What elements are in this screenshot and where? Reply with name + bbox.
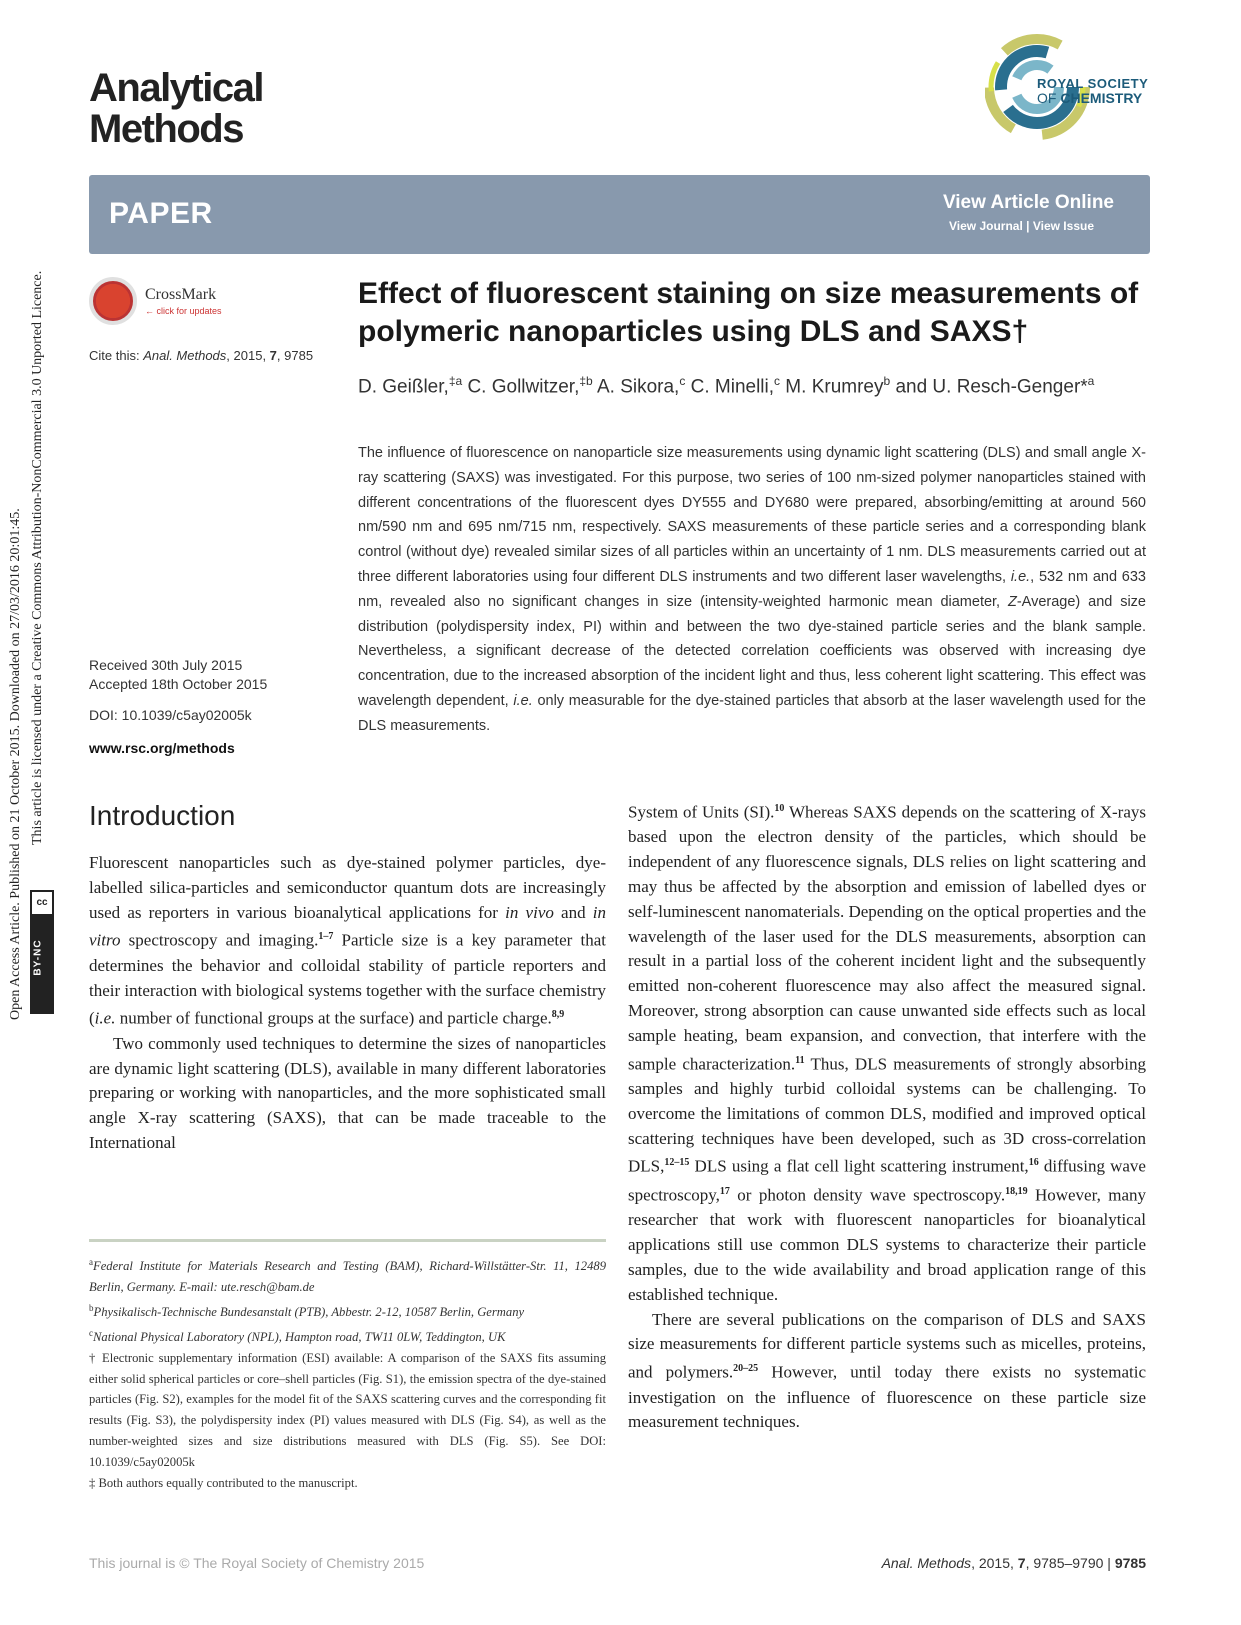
- access-notice: Open Access Article. Published on 21 October 2015. Downloaded on 27/03/2016 20:01:45.: [8, 508, 23, 1020]
- footnote-marker: c: [89, 1327, 93, 1338]
- abstract-text: The influence of fluorescence on nanoparticle size measurements using dynamic light scattering (DLS) and small angle X-ray scattering (SAXS) was investigated. For this purpose, two series of 100 nm-sized polymer nanoparticles stained with different concentrations of the fluorescent dyes DY555 and DY680 were prepared, absorbing/emitting at around 560 nm/590 nm and 695 nm/715 nm, respectively. SAXS measurements of these particle series and a corresponding blank control (without dye) revealed similar sizes of all particles within an uncertainty of 1 nm. DLS measurements carried out at three different laboratories using four different DLS instruments and two different laser wavelengths,: [358, 445, 1146, 585]
- cite-prefix: Cite this:: [89, 348, 144, 363]
- body-text: Whereas SAXS depends on the scattering of X-rays based upon the electron density of the particles, which should be independent of any fluorescence signals, DLS relies on light scattering and may thus be affected by the absorption and emission of labelled dyes or self-luminescent nanomaterials. Depending on the optical properties and the wavelength of the laser used for the DLS measurements, absorption can result in a partial loss of the coherent incident light and the subsequently emitted non-coherent fluorescence may also affect the measured signal. Moreover, strong absorption can cause unwanted side effects such as local sample heating, beam expansion, and convection, that interfere with the sample characterization.: [628, 802, 1147, 1074]
- body-text: number of functional groups at the surface) and particle charge.: [115, 1009, 552, 1029]
- journal-title-line1: Analytical: [89, 66, 263, 110]
- body-text: diffusing wave spectroscopy,: [628, 1157, 1146, 1205]
- footnote-marker: b: [89, 1302, 94, 1313]
- footer-volume: 7: [1017, 1555, 1026, 1571]
- abstract-text: -Average) and size distribution (polydispersity index, PI) within and between the two dye-stained particle series and the blank sample. Nevertheless, a significant decrease of the detected correlation coefficients was observed with increasing dye concentration, due to the increased absorption of the incident light and thus, less coherent light scattering. This effect was wavelength dependent,: [358, 593, 1146, 709]
- side-margin: [8, 190, 60, 1020]
- crossmark-sub-text: click for updates: [156, 306, 222, 316]
- body-text: However, many researcher that work with fluorescent nanoparticles for bioanalytical applications still use common DLS systems to characterize their particle samples, due to the wide availability and broad application range of this established technique.: [628, 1185, 1146, 1304]
- author: C. Minelli,: [685, 376, 775, 398]
- footnote-affiliation-a: [89, 1252, 606, 1298]
- crossmark-sub: ← click for updates: [145, 306, 222, 316]
- doi[interactable]: DOI: 10.1039/c5ay02005k: [89, 707, 252, 723]
- cite-year: , 2015,: [226, 348, 270, 363]
- body-italic: in vitro: [89, 902, 606, 951]
- body-text: spectroscopy and imaging.: [120, 931, 319, 951]
- cc-license-badge[interactable]: [30, 890, 54, 1014]
- abstract: [358, 441, 1146, 739]
- reference-link[interactable]: 8,9: [551, 1009, 565, 1021]
- footnote-esi: † Electronic supplementary information (ESI) available: A comparison of the SAXS fits assuming either solid spherical particles or core–shell particles (Fig. S1), the emission spectra of the dye-stained particles (Fig. S2), examples for the model fit of the SAXS scattering curves and the corresponding fit results (Fig. S3), the polydispersity index (PI) values measured with DLS (Fig. S4), as well as the number-weighted sizes and size distributions measured with DLS (Fig. S5). See DOI: 10.1039/c5ay02005k: [89, 1350, 606, 1469]
- paragraph: [89, 851, 606, 1032]
- reference-link[interactable]: 20–25: [733, 1363, 759, 1375]
- abstract-text: , 532 nm and 633 nm, revealed also no significant changes in size (intensity-weighted harmonic mean diameter,: [358, 568, 1146, 610]
- article-title: Effect of fluorescent staining on size measurements of polymeric nanoparticles using DLS and SAXS†: [358, 277, 1139, 348]
- footnote-text: Federal Institute for Materials Research and Testing (BAM), Richard-Willstätter-Str. 11, 12489 Berlin, Germany. E-mail: ute.resch@bam.de: [89, 1259, 606, 1294]
- author-affiliation: ‡a: [448, 374, 463, 388]
- page-number: 9785: [1114, 1555, 1146, 1571]
- footnote-divider: [89, 1239, 606, 1242]
- author-affiliation: ‡b: [579, 374, 593, 388]
- reference-link[interactable]: 1–7: [318, 931, 334, 943]
- rsc-wordmark: [1037, 77, 1148, 105]
- article-type-label: PAPER: [109, 197, 213, 230]
- body-column-left: [89, 851, 606, 1156]
- rsc-line1: ROYAL SOCIETY: [1037, 76, 1149, 91]
- cite-page: , 9785: [276, 348, 314, 363]
- paragraph: Two commonly used techniques to determine the sizes of nanoparticles are dynamic light scattering (DLS), available in many different laboratories preparing or working with nanoparticles, and the more sophisticated small angle X-ray scattering (SAXS), that can be made traceable to the International: [89, 1033, 606, 1153]
- journal-site-link[interactable]: www.rsc.org/methods: [89, 740, 235, 756]
- footer-copyright: This journal is © The Royal Society of Chemistry 2015: [89, 1555, 425, 1571]
- body-text: Particle size is a key parameter that determines the behavior and colloidal stability of particle reporters and their interaction with biological systems together with the surface chemistry (: [89, 931, 606, 1029]
- author: M. Krumrey: [780, 376, 884, 398]
- footer-citation: [882, 1555, 1146, 1571]
- body-text: However, until today there exists no systematic investigation on the influence of fluorescence on these particle size measurement techniques.: [628, 1362, 1146, 1432]
- footnote-equal-contribution: ‡ Both authors equally contributed to the manuscript.: [89, 1475, 358, 1490]
- body-column-right: [628, 797, 1146, 1435]
- author: C. Gollwitzer,: [462, 376, 580, 398]
- author-list: [358, 369, 1158, 399]
- citation: [89, 348, 313, 363]
- footnote-text: National Physical Laboratory (NPL), Hampton road, TW11 0LW, Teddington, UK: [93, 1329, 506, 1344]
- body-text: Thus, DLS measurements of strongly absorbing samples and highly turbid colloidal systems can be challenging. To overcome the limitations of common DLS, modified and improved optical scattering techniques have been developed, such as 3D cross-correlation DLS,: [628, 1054, 1147, 1177]
- body-text: and: [553, 902, 593, 922]
- received-date: Received 30th July 2015: [89, 657, 243, 673]
- article-type-banner: [89, 175, 1150, 254]
- author-affiliation: c: [679, 374, 686, 388]
- crossmark-button[interactable]: [89, 277, 239, 329]
- body-text: There are several publications on the comparison of DLS and SAXS size measurements for different particle systems such as micelles, proteins, and polymers.: [628, 1309, 1146, 1382]
- author: A. Sikora,: [592, 376, 680, 398]
- footer-journal: Anal. Methods: [881, 1555, 972, 1571]
- crossmark-icon: [89, 277, 137, 325]
- reference-link[interactable]: 11: [795, 1054, 805, 1066]
- author-affiliation: c: [774, 374, 781, 388]
- paragraph: [628, 797, 1146, 1308]
- author: D. Geißler,: [358, 376, 449, 398]
- footnote-affiliation-c: [89, 1323, 606, 1348]
- paragraph: [628, 1308, 1146, 1436]
- article-dates: [89, 656, 267, 694]
- footer-year: , 2015,: [971, 1555, 1018, 1571]
- view-article-online-link[interactable]: View Article Online: [942, 192, 1114, 213]
- body-italic: i.e.: [94, 1009, 116, 1029]
- body-text: or photon density wave spectroscopy.: [729, 1185, 1006, 1205]
- cite-journal: Anal. Methods: [143, 348, 227, 363]
- reference-link[interactable]: 12–15: [664, 1157, 690, 1169]
- author-affiliation: a: [1087, 374, 1095, 388]
- reference-link[interactable]: 18,19: [1005, 1185, 1028, 1197]
- crossmark-label: CrossMark: [145, 286, 217, 303]
- license-notice: This article is licensed under a Creative Commons Attribution-NonCommercial 3.0 Unported Licence.: [30, 270, 45, 845]
- body-text: Fluorescent nanoparticles such as dye-stained polymer particles, dye-labelled silica-particles and semiconductor quantum dots are increasingly used as reporters in various bioanalytical applications for: [89, 853, 606, 922]
- footnote-text: Physikalisch-Technische Bundesanstalt (PTB), Abbestr. 2-12, 10587 Berlin, Germany: [93, 1304, 525, 1319]
- link-separator: |: [1022, 219, 1033, 233]
- journal-title: [89, 68, 263, 150]
- view-issue-link[interactable]: View Issue: [1032, 219, 1094, 233]
- abstract-ie: i.e.: [1010, 568, 1031, 585]
- accepted-date: Accepted 18th October 2015: [89, 676, 268, 692]
- cc-icon: cc: [32, 892, 52, 914]
- journal-title-line2: Methods: [89, 107, 243, 151]
- by-nc-label: BY-NC: [32, 939, 44, 976]
- footnote-marker: a: [89, 1257, 93, 1267]
- rsc-line2-prefix: OF: [1037, 90, 1061, 106]
- footnotes: [89, 1252, 606, 1493]
- reference-link[interactable]: 17: [719, 1185, 730, 1197]
- rsc-line2-bold: CHEMISTRY: [1060, 90, 1143, 106]
- section-heading-introduction: Introduction: [89, 800, 236, 831]
- author: and U. Resch-Genger*: [890, 376, 1088, 398]
- cite-volume: 7: [269, 348, 277, 363]
- author-affiliation: b: [883, 374, 891, 388]
- footnote-affiliation-b: [89, 1298, 606, 1323]
- reference-link[interactable]: 10: [774, 803, 785, 814]
- banner-links: [949, 219, 1094, 233]
- abstract-ie: i.e.: [513, 692, 533, 709]
- body-italic: in vivo: [505, 902, 554, 922]
- reference-link[interactable]: 16: [1028, 1157, 1039, 1169]
- abstract-text: only measurable for the dye-stained particles that absorb at the laser wavelength used for the DLS measurements.: [358, 692, 1146, 734]
- rsc-line2: [1037, 91, 1148, 105]
- view-journal-link[interactable]: View Journal: [949, 219, 1023, 233]
- abstract-z: Z: [1007, 593, 1017, 610]
- footer-pages: , 9785–9790: [1025, 1555, 1104, 1571]
- footer-separator: |: [1103, 1555, 1115, 1571]
- body-text: DLS using a flat cell light scattering instrument,: [689, 1157, 1029, 1177]
- body-text: System of Units (SI).: [628, 802, 775, 822]
